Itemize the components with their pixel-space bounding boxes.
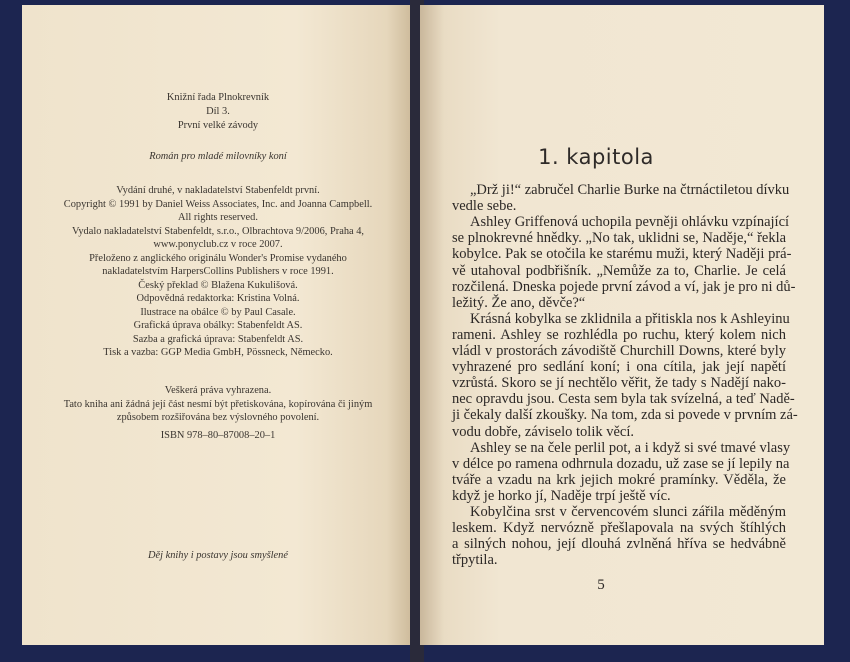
- series-line: První velké závody: [177, 120, 259, 131]
- paragraph-line: Ashley Griffenová uchopila pevněji ohlávku vzpínající: [470, 214, 790, 231]
- paragraph-line: nec opravdu jsou. Cesta sem byla tak svízelná, a teď Nadě-: [452, 391, 795, 408]
- isbn: ISBN 978–80–87008–20–1: [160, 430, 276, 441]
- paragraph-line: rameni. Ashley se rozhlédla po ruchu, který kolem nich: [452, 326, 786, 343]
- imprint-line: Odpovědná redaktorka: Kristina Volná.: [136, 293, 300, 304]
- imprint-line: Grafická úprava obálky: Stabenfeldt AS.: [133, 320, 303, 331]
- imprint-line: Přeloženo z anglického originálu Wonder's Promise vydaného: [89, 252, 347, 264]
- imprint-line: www.ponyclub.cz v roce 2007.: [153, 239, 283, 250]
- paragraph-line: kobylce. Pak se otočila ke starému muži, který Naději prá-: [452, 246, 792, 263]
- paragraph-line: Ashley se na čele perlil pot, a i když si své tmavé vlasy: [470, 439, 791, 456]
- paragraph-line: třpytila.: [452, 552, 498, 569]
- paragraph-line: tváře a vzadu na krk jejich mokré pramínky. Věděla, že: [452, 471, 786, 488]
- paragraph-line: když je horko jí, Naděje trpí ještě víc.: [452, 487, 671, 504]
- paragraph-line: vzrůstá. Skoro se jí nechtělo věřit, že tady s Nadějí nako-: [452, 375, 786, 392]
- paragraph-line: „Drž ji!“ zabručel Charlie Burke na čtrnáctiletou dívku: [470, 182, 790, 198]
- imprint-line: Vydání druhé, v nakladatelství Stabenfeldt první.: [116, 185, 320, 196]
- series-line: Knižní řada Plnokrevník: [166, 92, 270, 103]
- left-page-copyright: [22, 5, 414, 645]
- rights-line: Veškerá práva vyhrazena.: [164, 385, 272, 396]
- paragraph-line: a silných nohou, její dlouhá zvlněná hříva se hedvábně: [452, 536, 786, 553]
- paragraph-line: vyhrazené pro sedlání koní; i ona cítila, jak její napětí: [452, 359, 786, 376]
- paragraph-line: se plnokrevné hnědky. „No tak, uklidni se, Naděje,“ řekla: [452, 230, 787, 247]
- paragraph-line: leskem. Když nervózně přešlapovala na svých štíhlých: [452, 520, 786, 537]
- imprint-line: Sazba a grafická úprava: Stabenfeldt AS.: [132, 333, 304, 345]
- imprint-line: Český překlad © Blažena Kukulišová.: [138, 279, 298, 291]
- imprint-line: Ilustrace na obálce © by Paul Casale.: [140, 306, 296, 318]
- imprint-line: Tisk a vazba: GGP Media GmbH, Pössneck, Německo.: [103, 347, 333, 358]
- paragraph-line: vě utahoval podbřišník. „Nemůže za to, Charlie. Je celá: [452, 262, 786, 279]
- footer-note: Děj knihy i postavy jsou smyšlené: [148, 550, 288, 561]
- imprint-line: All rights reserved.: [178, 212, 258, 223]
- rights-line: Tato kniha ani žádná její část nesmí být přetiskována, kopírována či jiným: [63, 398, 373, 410]
- series-line: Díl 3.: [206, 106, 230, 117]
- paragraph-line: vedle sebe.: [452, 198, 517, 215]
- rights-line: způsobem rozšiřována bez výslovného povolení.: [116, 412, 320, 423]
- paragraph-line: ležitý. Že ano, děvče?“: [452, 294, 586, 311]
- paragraph-line: v délce po ramena odhrnula dozadu, už zase se jí lepily na: [452, 455, 790, 472]
- chapter-heading: 1. kapitola: [538, 145, 654, 169]
- paragraph-line: vládl v prostorách závodiště Churchill Downs, které byly: [452, 343, 786, 359]
- page-number: 5: [597, 577, 605, 593]
- imprint-line: Copyright © 1991 by Daniel Weiss Associates, Inc. and Joanna Campbell.: [63, 198, 373, 210]
- paragraph-line: vodu dobře, záviselo tolik věcí.: [452, 423, 635, 440]
- imprint-line: Vydalo nakladatelství Stabenfeldt, s.r.o., Olbrachtova 9/2006, Praha 4,: [71, 225, 365, 237]
- subtitle: Román pro mladé milovníky koní: [149, 151, 287, 162]
- imprint-line: nakladatelstvím HarpersCollins Publishers v roce 1991.: [102, 266, 334, 277]
- paragraph-line: ji čekaly další zkoušky. Na tom, zda si povede v prvním zá-: [452, 407, 798, 424]
- paragraph-line: Kobylčina srst v červencovém slunci zářila měděným: [470, 504, 786, 520]
- paragraph-line: Krásná kobylka se zklidnila a přitiskla nos k Ashleyinu: [470, 310, 790, 327]
- right-page-chapter-1: [420, 5, 824, 645]
- paragraph-line: rozčilená. Dneska pojede první závod a ví, jak je pro ni dů-: [452, 278, 796, 295]
